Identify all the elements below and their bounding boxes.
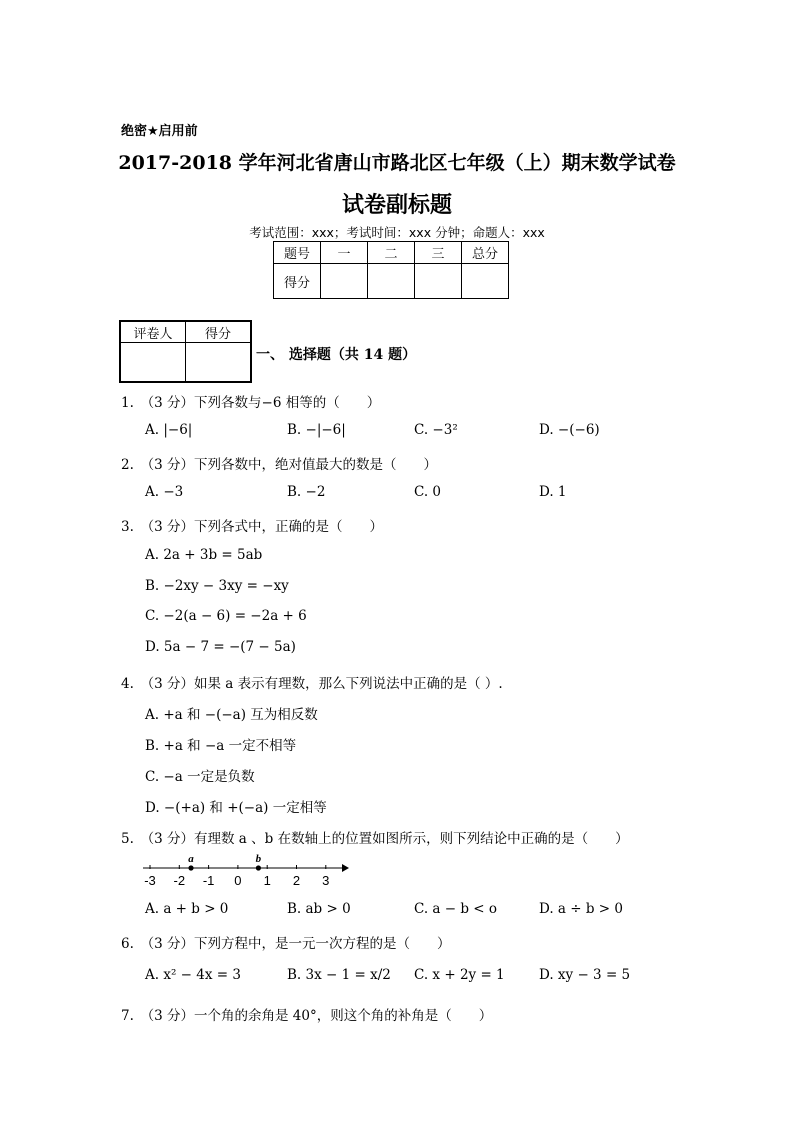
score-cell[interactable] [368,264,415,299]
grader-table [119,320,252,383]
score-header-cell: 二 [368,242,415,264]
question-3-option-b[interactable]: B. −2xy − 3xy = −xy [145,578,289,594]
score-header-cell: 总分 [462,242,509,264]
question-5-option-b[interactable]: B. ab > 0 [287,901,351,917]
question-2-option-d[interactable]: D. 1 [539,484,567,500]
score-cell[interactable] [415,264,462,299]
question-3-option-a[interactable]: A. 2a + 3b = 5ab [145,547,263,563]
score-header-cell: 三 [415,242,462,264]
question-4-option-a[interactable]: A. +a 和 −(−a) 互为相反数 [145,707,318,723]
number-line-tick-label: 0 [234,873,242,888]
number-line-point-b [256,865,261,870]
question-1-option-a[interactable]: A. |−6| [145,422,193,438]
number-line-tick-label: -3 [144,873,156,888]
question-3-option-d[interactable]: D. 5a − 7 = −(7 − 5a) [145,639,296,655]
number-line-tick-label: 3 [322,873,330,888]
question-2-option-a[interactable]: A. −3 [145,484,184,500]
question-6-option-c[interactable]: C. x + 2y = 1 [414,967,505,983]
question-6-stem: 6. （3 分）下列方程中，是一元一次方程的是（ ） [121,936,451,952]
question-2-option-c[interactable]: C. 0 [414,484,442,500]
question-1-option-c[interactable]: C. −3² [414,422,458,438]
exam-title: 2017-2018 学年河北省唐山市路北区七年级（上）期末数学试卷 [118,152,676,174]
exam-subtitle: 试卷副标题 [341,192,452,218]
question-5-option-c[interactable]: C. a − b < o [414,901,498,917]
question-3-stem: 3. （3 分）下列各式中，正确的是（ ） [121,519,384,535]
score-table [273,241,509,299]
question-6-option-d[interactable]: D. xy − 3 = 5 [539,967,631,983]
number-line-tick-label: 2 [292,873,301,888]
grader-cell[interactable] [186,343,252,383]
number-line-tick-label: -2 [173,873,186,888]
number-line-figure [140,846,350,891]
grader-header-reviewer: 评卷人 [120,321,186,343]
question-4-option-b[interactable]: B. +a 和 −a 一定不相等 [145,738,297,754]
number-line-point-label: b [255,853,262,865]
question-1-option-d[interactable]: D. −(−6) [539,422,600,438]
question-2-stem: 2. （3 分）下列各数中，绝对值最大的数是（ ） [121,457,438,473]
question-1-option-b[interactable]: B. −|−6| [287,422,346,438]
question-2-option-b[interactable]: B. −2 [287,484,326,500]
grader-cell[interactable] [120,343,186,383]
exam-info: 考试范围：xxx；考试时间：xxx 分钟；命题人：xxx [249,225,545,240]
question-5-option-a[interactable]: A. a + b > 0 [145,901,229,917]
grader-header-score: 得分 [186,321,252,343]
number-line-point-a [188,865,193,870]
question-1-stem: 1. （3 分）下列各数与−6 相等的（ ） [121,395,381,411]
number-line-tick-label: -1 [202,873,215,888]
number-line-tick-label: 1 [263,873,271,888]
confidential-label: 绝密★启用前 [121,124,198,139]
number-line-point-label: a [188,853,194,865]
question-4-option-d[interactable]: D. −(+a) 和 +(−a) 一定相等 [145,800,327,816]
question-5-stem: 5. （3 分）有理数 a 、b 在数轴上的位置如图所示，则下列结论中正确的是（ ） [121,831,629,847]
question-4-stem: 4. （3 分）如果 a 表示有理数，那么下列说法中正确的是（ ）. [121,676,503,692]
score-header-cell: 题号 [274,242,321,264]
score-row-label: 得分 [274,264,321,299]
number-line-arrow-icon [342,864,349,872]
score-header-cell: 一 [321,242,368,264]
section-title: 一、 选择题（共 14 题） [256,347,417,363]
score-cell[interactable] [462,264,509,299]
question-7-stem: 7. （3 分）一个角的余角是 40°，则这个角的补角是（ ） [121,1008,493,1024]
question-6-option-b[interactable]: B. 3x − 1 = x/2 [287,967,391,983]
score-cell[interactable] [321,264,368,299]
question-3-option-c[interactable]: C. −2(a − 6) = −2a + 6 [145,608,307,624]
question-6-option-a[interactable]: A. x² − 4x = 3 [145,967,241,983]
question-5-option-d[interactable]: D. a ÷ b > 0 [539,901,623,917]
question-4-option-c[interactable]: C. −a 一定是负数 [145,769,255,785]
